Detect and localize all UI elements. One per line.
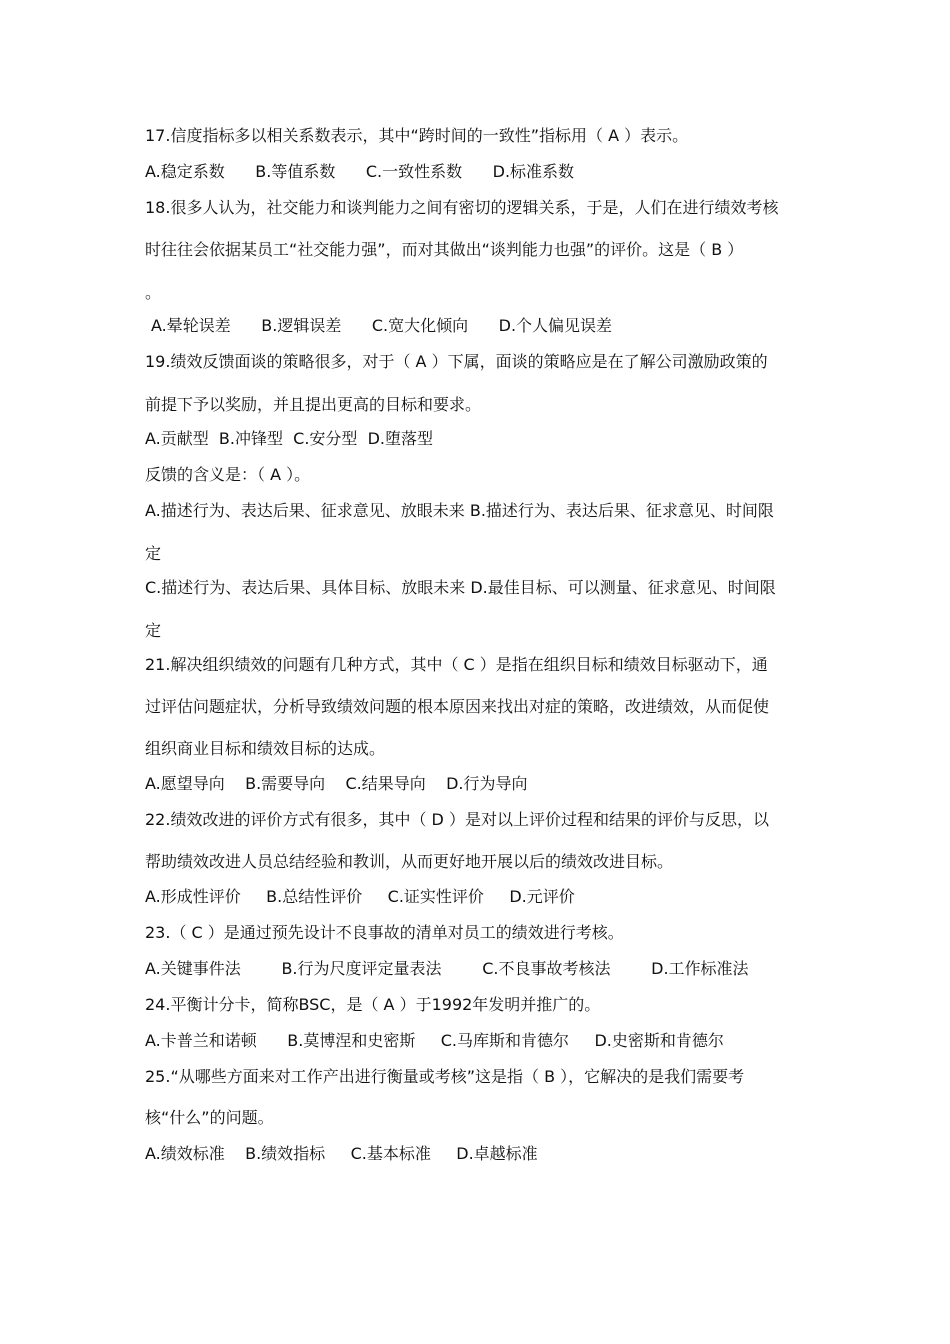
question-23-options: A.关键事件法 B.行为尺度评定量表法 C.不良事故考核法 D.工作标准法 [145,959,749,978]
question-20-option-ab-cont: 定 [145,544,162,563]
question-22-line-2: 帮助绩效改进人员总结经验和教训，从而更好地开展以后的绩效改进目标。 [145,852,674,871]
question-20-option-cd: C.描述行为、表达后果、具体目标、放眼未来 D.最佳目标、可以测量、征求意见、时间限 [145,578,776,597]
question-24: 24.平衡计分卡，简称BSC，是（ A ）于1992年发明并推广的。 [145,995,601,1014]
question-19-options: A.贡献型 B.冲锋型 C.安分型 D.堕落型 [145,429,433,448]
question-21-options: A.愿望导向 B.需要导向 C.结果导向 D.行为导向 [145,774,528,793]
question-20-option-cd-cont: 定 [145,621,162,640]
question-18-options: A.晕轮误差 B.逻辑误差 C.宽大化倾向 D.个人偏见误差 [151,316,613,335]
question-23: 23.（ C ）是通过预先设计不良事故的清单对员工的绩效进行考核。 [145,923,624,942]
question-22-options: A.形成性评价 B.总结性评价 C.证实性评价 D.元评价 [145,887,575,906]
question-18: 18.很多人认为，社交能力和谈判能力之间有密切的逻辑关系，于是，人们在进行绩效考核 [145,198,779,217]
question-19: 19.绩效反馈面谈的策略很多，对于（ A ）下属，面谈的策略应是在了解公司激励政策的 [145,352,768,371]
question-25-options: A.绩效标准 B.绩效指标 C.基本标准 D.卓越标准 [145,1144,538,1163]
question-21-line-3: 组织商业目标和绩效目标的达成。 [145,739,386,758]
question-21: 21.解决组织绩效的问题有几种方式，其中（ C ）是指在组织目标和绩效目标驱动下，通 [145,655,768,674]
question-17: 17.信度指标多以相关系数表示，其中“跨时间的一致性”指标用（ A ）表示。 [145,126,689,145]
question-18-line-2: 时往往会依据某员工“社交能力强”，而对其做出“谈判能力也强”的评价。这是（ B ） [145,240,744,259]
question-17-options: A.稳定系数 B.等值系数 C.一致性系数 D.标准系数 [145,162,575,181]
question-25: 25.“从哪些方面来对工作产出进行衡量或考核”这是指（ B ），它解决的是我们需要考 [145,1067,745,1086]
question-22: 22.绩效改进的评价方式有很多，其中（ D ）是对以上评价过程和结果的评价与反思，以 [145,810,769,829]
question-18-line-3: 。 [145,283,162,302]
question-19-line-2: 前提下予以奖励，并且提出更高的目标和要求。 [145,395,482,414]
question-21-line-2: 过评估问题症状，分析导致绩效问题的根本原因来找出对症的策略，改进绩效，从而促使 [145,697,770,716]
question-24-options: A.卡普兰和诺顿 B.莫博涅和史密斯 C.马库斯和肯德尔 D.史密斯和肯德尔 [145,1031,724,1050]
question-25-line-2: 核“什么”的问题。 [145,1108,274,1127]
question-20: 反馈的含义是：（ A ）。 [145,465,311,484]
question-20-option-ab: A.描述行为、表达后果、征求意见、放眼未来 B.描述行为、表达后果、征求意见、时间限 [145,501,774,520]
